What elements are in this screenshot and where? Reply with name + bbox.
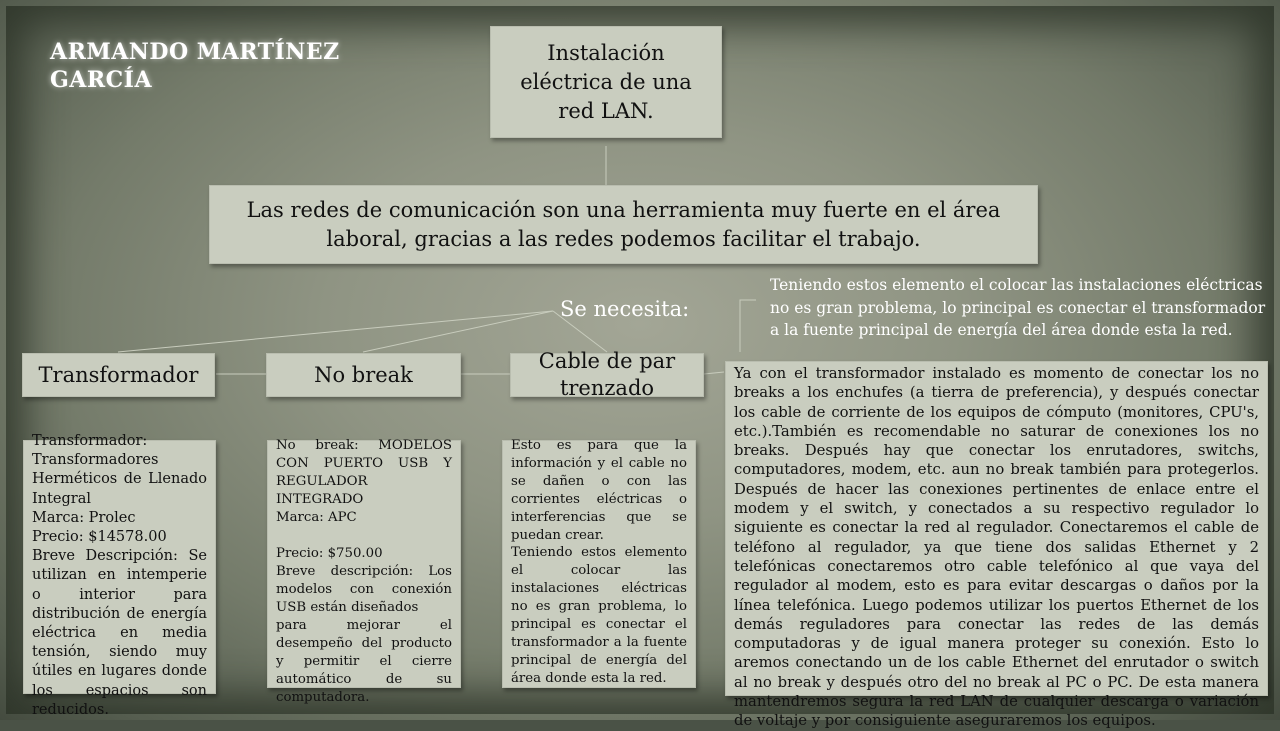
detail-line: Esto es para que la información y el cable no se dañen o con las corrientes eléctricas o interferencias que se puedan crear. [511,438,687,543]
cable-details [502,440,696,688]
category-label: No break [314,362,413,387]
side-note-bracket [740,300,756,352]
category-transformador [22,353,215,397]
author-name: ARMANDO MARTÍNEZ GARCÍA [50,39,340,93]
spacer [276,527,452,545]
detail-line: Marca: APC [276,510,357,525]
detail-line: Transformadores Herméticos de Llenado Integral [32,452,207,507]
category-label: Transformador [38,362,199,387]
intro-box [209,185,1038,264]
need-label: Se necesita: [560,297,690,321]
transformador-details [23,433,216,718]
no-break-details [267,438,461,705]
detail-line: Teniendo estos elemento el colocar las instalaciones eléctricas no es gran problema, lo principal es conectar el transformador a la fuente principal de energía del área donde esta la red. [511,545,687,686]
need-to-nobreak-line [363,311,553,352]
procedure-text: Ya con el transformador instalado es momento de conectar los no breaks a los enchufes (a tierra de preferencia), y después conectar los cable de corriente de los equipos de cómputo (monitores, CPU's, etc.).También es recomendable no saturar de conexiones los no breaks. Después hay que conectar los enrutadores, switchs, computadores, modem, etc. aun no break también para protegerlos. Después de hacer las conexiones pertinentes de enlace entre el modem y el switch, y conectados a su respectivo regulador lo siguiente es conectar la red al regulador. Conectaremos el cable de teléfono al regulador, ya que tiene dos salidas Ethernet y 2 telefónicas conectaremos otro cable telefónico al que vaya del regulador al modem, esto es para evitar descargas o daños por la línea telefónica. Luego podemos utilizar los puertos Ethernet de los demás reguladores para conectar las redes de las demás computadoras y de igual manera proteger su conexión. Esto lo aremos conectando un de los cable Ethernet del enrutador o switch al no break y después otro del no break al PC o PC. De esta manera mantendremos segura la red LAN de cualquier descarga o variación de voltaje y por consiguiente aseguraremos los equipos. [734,365,1259,730]
detail-line: Precio: $14578.00 [32,529,167,546]
detail-line: Marca: Prolec [32,509,136,526]
detail-line: Breve descripción: Los modelos con conexión USB están diseñados [276,564,452,615]
detail-line: Transformador: [32,433,148,449]
detail-line: para mejorar el desempeño del producto y permitir el cierre automático de su computadora. [276,618,452,705]
title-box [490,26,722,138]
side-note: Teniendo estos elemento el colocar las instalaciones eléctricas no es gran problema, lo principal es conectar el transformador a la fuente principal de energía del área donde esta la red. [770,276,1266,339]
need-to-transformador-line [118,311,553,352]
cable-to-procedure-line [704,372,724,374]
category-label: Cable de par trenzado [538,349,676,400]
detail-line: Breve Descripción: Se utilizan en intemperie o interior para distribución de energía eléctrica en media tensión, siendo muy útiles en lugares donde los espacios son reducidos. [32,548,207,718]
category-no-break [266,353,461,397]
detail-line: No break: MODELOS CON PUERTO USB Y REGULADOR INTEGRADO [276,438,452,507]
title-text: Instalación eléctrica de una red LAN. [520,40,692,123]
detail-line: Precio: $750.00 [276,546,383,561]
procedure-box [725,361,1268,730]
intro-text: Las redes de comunicación son una herramienta muy fuerte en el área laboral, gracias a las redes podemos facilitar el trabajo. [246,197,1001,251]
category-cable [510,349,704,400]
